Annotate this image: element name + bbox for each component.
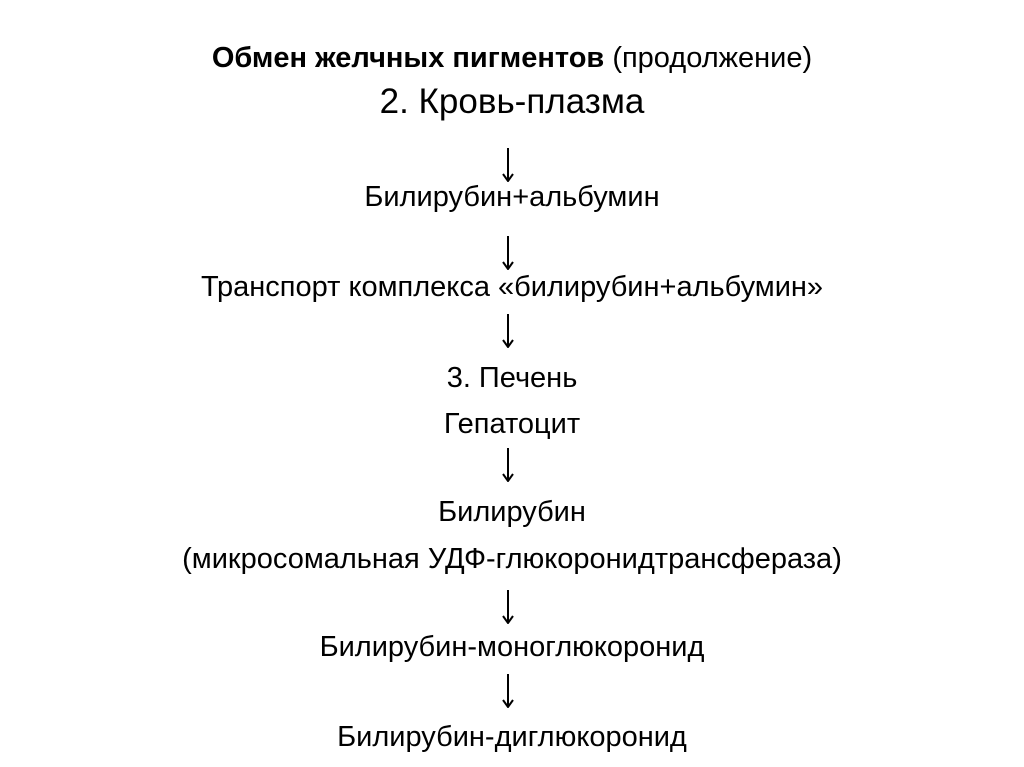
stage-liver: 3. Печень [446,362,578,394]
down-arrow-icon [500,590,516,624]
down-arrow-icon [500,674,516,708]
down-arrow-icon [500,314,516,348]
bilirubin-albumin-label: Билирубин+альбумин [364,181,660,213]
monoglucuronide-label: Билирубин-моноглюкоронид [319,631,705,663]
transport-complex-label: Транспорт комплекса «билирубин+альбумин» [200,271,824,303]
enzyme-label: (микросомальная УДФ-глюкоронидтрансфераза) [182,543,842,575]
diglucuronide-label: Билирубин-диглюкоронид [337,721,687,753]
down-arrow-icon [500,236,516,270]
bilirubin-label: Билирубин [438,496,586,528]
down-arrow-icon [500,448,516,482]
down-arrow-icon [500,148,516,182]
slide-title [0,44,1024,73]
hepatocyte-label: Гепатоцит [443,408,581,440]
stage-blood-plasma: 2. Кровь-плазма [379,82,645,121]
title-note: (продолжение) [604,42,813,74]
title-main: Обмен желчных пигментов [211,42,605,74]
